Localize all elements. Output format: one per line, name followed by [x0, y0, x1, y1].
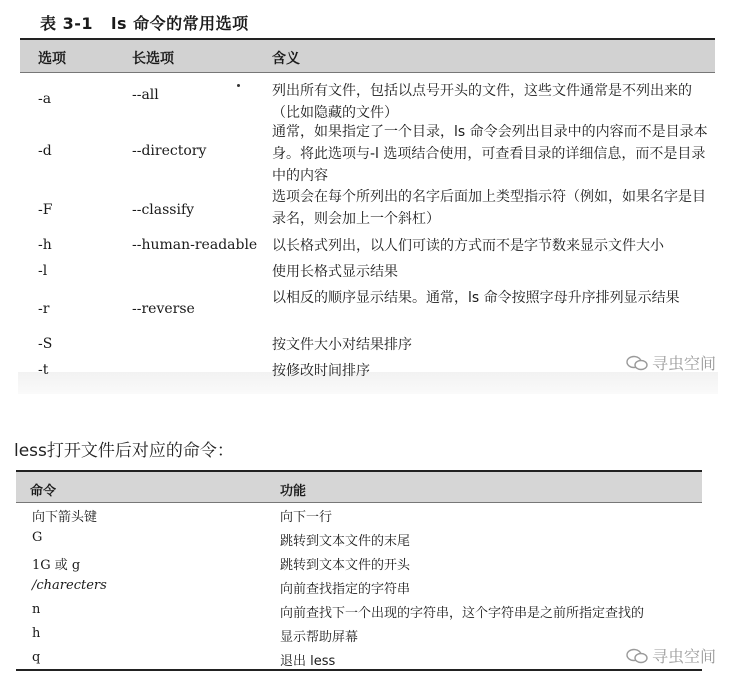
long-option-cell: --all: [132, 87, 159, 103]
function-cell: 向下一行: [280, 510, 333, 525]
table2-row: [16, 623, 702, 647]
table2-row: [16, 647, 702, 671]
command-cell: n: [32, 602, 41, 617]
option-cell: -a: [38, 91, 52, 107]
watermark: [626, 351, 716, 374]
table1-header: [20, 38, 715, 73]
table1-row: [20, 287, 715, 331]
long-option-cell: --directory: [132, 143, 207, 159]
table1-row: [20, 334, 715, 356]
description-cell: 使用长格式显示结果: [272, 264, 398, 280]
wechat-icon: [626, 648, 648, 664]
command-cell: 向下箭头键: [32, 510, 98, 525]
option-cell: -F: [38, 202, 53, 218]
option-cell: -l: [38, 263, 48, 279]
option-cell: -d: [38, 143, 52, 159]
table2-header: [16, 470, 702, 503]
section-heading: less打开文件后对应的命令：: [14, 441, 234, 461]
command-cell: /charecters: [32, 578, 107, 593]
option-cell: -t: [38, 362, 49, 378]
command-cell: 1G 或 g: [32, 558, 81, 573]
description-cell: 按文件大小对结果排序: [272, 337, 412, 353]
watermark: [626, 644, 716, 667]
table1-row: [20, 235, 715, 257]
function-cell: 退出 less: [280, 654, 336, 669]
table1-row: [20, 186, 715, 230]
table1-header-option: 选项: [38, 51, 66, 67]
table2-row: [16, 527, 702, 551]
table2-row: [16, 575, 702, 599]
table1-header-meaning: 含义: [272, 51, 300, 67]
long-option-cell: --reverse: [132, 301, 195, 317]
description-cell: 选项会在每个所列出的名字后面加上类型指示符（例如，如果名字是目录名，则会加上一个斜杠）: [272, 189, 706, 227]
table2-bottom-rule: [16, 669, 702, 671]
table2-row: [16, 599, 702, 623]
function-cell: 向前查找下一个出现的字符串，这个字符串是之前所指定查找的: [280, 606, 645, 621]
table1-row: [20, 261, 715, 283]
function-cell: 向前查找指定的字符串: [280, 582, 411, 597]
description-cell: 以相反的顺序显示结果。通常，ls 命令按照字母升序排列显示结果: [272, 290, 680, 306]
long-option-cell: --human-readable: [132, 237, 258, 253]
description-cell: 按修改时间排序: [272, 363, 370, 379]
command-cell: h: [32, 626, 41, 641]
command-cell: G: [32, 530, 43, 545]
function-cell: 跳转到文本文件的开头: [280, 558, 411, 573]
table2-row: [16, 503, 702, 527]
option-cell: -h: [38, 237, 52, 253]
table1-header-long-option: 长选项: [132, 51, 174, 67]
long-option-cell: --classify: [132, 202, 195, 218]
watermark-text: 寻虫空间: [652, 647, 717, 666]
description-cell: 以长格式列出，以人们可读的方式而不是字节数来显示文件大小: [272, 238, 664, 254]
wechat-icon: [626, 355, 648, 371]
command-cell: q: [32, 650, 41, 665]
table2-header-command: 命令: [30, 484, 57, 499]
option-cell: -S: [38, 336, 53, 352]
description-cell: 通常，如果指定了一个目录，ls 命令会列出目录中的内容而不是目录本身。将此选项与-l 选项结合使用，可查看目录的详细信息，而不是目录中的内容: [272, 124, 708, 184]
table1-row: [20, 80, 715, 124]
table1-row: [20, 360, 715, 382]
function-cell: 显示帮助屏幕: [280, 630, 359, 645]
description-cell: 列出所有文件，包括以点号开头的文件，这些文件通常是不列出来的（比如隐藏的文件）: [272, 83, 692, 121]
table1-number: 表 3-1: [40, 14, 93, 33]
table1-title: [40, 11, 249, 34]
watermark-text: 寻虫空间: [652, 354, 717, 373]
table1-caption: ls 命令的常用选项: [110, 14, 249, 33]
function-cell: 跳转到文本文件的末尾: [280, 534, 411, 549]
scan-speck: [237, 84, 240, 87]
option-cell: -r: [38, 301, 50, 317]
table2-row: [16, 551, 702, 575]
table2-header-function: 功能: [280, 484, 307, 499]
table1-row: [20, 121, 715, 187]
